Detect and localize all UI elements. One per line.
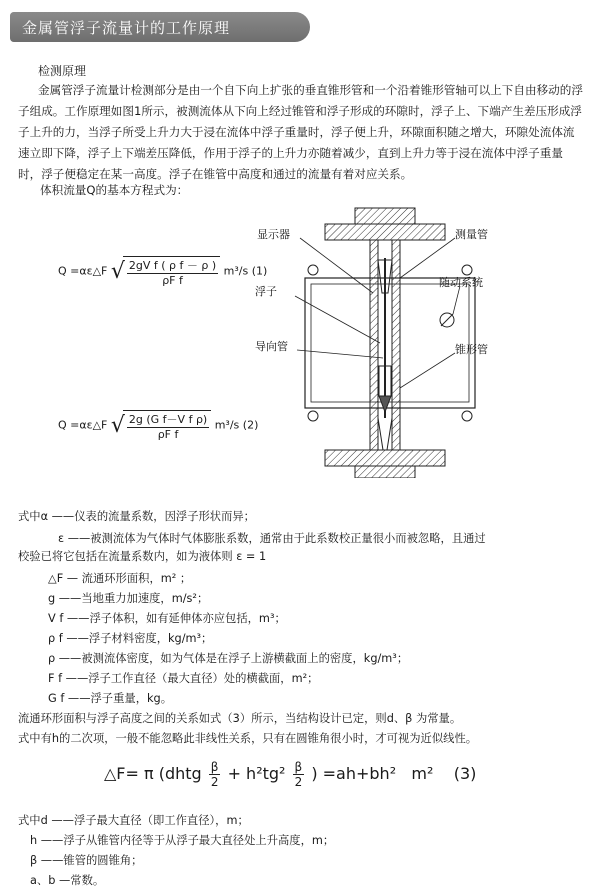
sqrt-symbol: √ (110, 412, 125, 438)
label-display: 显示器 (257, 228, 290, 241)
formula-2-den: ρF f (157, 428, 179, 441)
def-line: g ——当地重力加速度，m/s²； (48, 592, 209, 605)
formula-1-unit: m³/s (223, 264, 249, 278)
formula-3 (104, 760, 476, 789)
label-measure-tube: 测量管 (455, 228, 488, 241)
def-line: V f ——浮子体积，如有延伸体亦应包括，m³； (48, 612, 286, 625)
label-guide: 导向管 (255, 340, 288, 353)
formula-1-num: 2gV f ( ρ f － ρ ) (128, 259, 217, 272)
def2-line: h ——浮子从锥管内径等于从浮子最大直径处上升高度，m； (30, 834, 335, 847)
principle-paragraph: 金属管浮子流量计检测部分是由一个自下向上扩张的垂直锥形管和一个沿着锥形管轴可以上下自由移动的浮子组成。工作原理如图1所示，被测流体从下向上经过锥管和浮子形成的环隙时，浮子上、下端产生差压形成浮子上升的力，当浮子所受上升力大于浸在流体中浮子重量时，浮子便上升，环隙面积随之增大，环隙处流体流速立即下降，浮子上下端差压降低，作用于浮子的上升力亦随着减少，直到上升力等于浸在流体中浮子重量时，浮子便稳定在某一高度。浮子在锥管中高度和通过的流量有着对应关系。 (18, 83, 583, 181)
tube-wall-left (370, 240, 378, 450)
bottom-flange (355, 466, 415, 478)
bolt-icon (462, 265, 472, 275)
section-heading: 检测原理 (38, 64, 87, 78)
top-flange-plate (325, 224, 445, 240)
title-banner (10, 12, 310, 42)
equation-intro: 体积流量Q的基本方程式为： (40, 183, 189, 197)
def2-line: 式中d ——浮子最大直径（即工作直径），m； (18, 814, 249, 827)
label-follower: 随动系统 (439, 276, 483, 289)
float-tip (379, 396, 391, 412)
formula-3-tag: (3) (453, 764, 477, 783)
formula-2-tag: (2) (242, 418, 259, 432)
def-line: ε ——被测流体为气体时气体膨胀系数，通常由于此系数校正量很小而被忽略，且通过 (58, 532, 486, 545)
formula-1-tag: (1) (251, 264, 268, 278)
formula-3-unit: m² (411, 764, 434, 783)
page-title: 金属管浮子流量计的工作原理 (22, 19, 231, 37)
formula-1-lhs: Q =αε△F (58, 264, 108, 278)
def-line: ρ ——被测流体密度，如为气体是在浮子上游横截面上的密度，kg/m³； (48, 652, 409, 665)
formula-3-rhs: ) =ah+bh² (311, 764, 397, 783)
formula-2-lhs: Q =αε△F (58, 418, 108, 432)
def2-line: β ——锥管的圆锥角； (30, 854, 143, 867)
def-line: G f ——浮子重量，kg。 (48, 692, 173, 705)
formula-1-den: ρF f (162, 274, 183, 287)
formula-3-part2: + h²tg² (227, 764, 286, 783)
def-line: 式中α ——仪表的流量系数，因浮子形状而异； (18, 510, 255, 523)
def-line: F f ——浮子工作直径（最大直径）处的横截面，m²； (48, 672, 319, 685)
beta-den: 2 (294, 775, 303, 789)
label-cone: 锥形管 (455, 343, 488, 356)
formula-2 (58, 410, 258, 441)
def-line: 校验已将它包括在流量系数内，如为液体则 ε = 1 (18, 550, 267, 563)
bolt-icon (462, 411, 472, 421)
tube-wall-right (392, 240, 400, 450)
formula-3-part1: (dhtg (158, 764, 202, 783)
dial-needle (441, 314, 453, 326)
cone-line-left (378, 418, 383, 450)
flowmeter-diagram (255, 198, 495, 478)
bolt-icon (308, 411, 318, 421)
top-flange (355, 208, 415, 224)
def2-line: a、b —常数。 (30, 874, 105, 887)
def-line: △F — 流通环形面积，m² ； (48, 572, 192, 585)
cone-line-right (387, 418, 392, 450)
def-line: 流通环形面积与浮子高度之间的关系如式（3）所示，当结构设计已定，则d、β 为常量。 (18, 712, 462, 725)
beta-num: β (210, 760, 219, 774)
sqrt-body (123, 410, 211, 441)
formula-1 (58, 256, 267, 287)
def-line: 式中有h的二次项，一般不能忽略此非线性关系，只有在圆锥角很小时，才可视为近似线性。 (18, 732, 478, 745)
beta-den: 2 (210, 775, 219, 789)
bottom-flange-plate (325, 450, 445, 466)
formula-2-num: 2g (G f－V f ρ) (128, 413, 208, 426)
formula-3-lhs: △F= π (104, 764, 154, 783)
def-line: ρ f ——浮子材料密度，kg/m³； (48, 632, 213, 645)
indicator-housing-inner (311, 284, 469, 402)
formula-2-unit: m³/s (214, 418, 240, 432)
sqrt-body (123, 256, 220, 287)
bolt-icon (308, 265, 318, 275)
sqrt-symbol: √ (110, 258, 125, 284)
beta-num: β (294, 760, 303, 774)
label-float: 浮子 (255, 285, 277, 298)
indicator-housing (305, 278, 475, 408)
